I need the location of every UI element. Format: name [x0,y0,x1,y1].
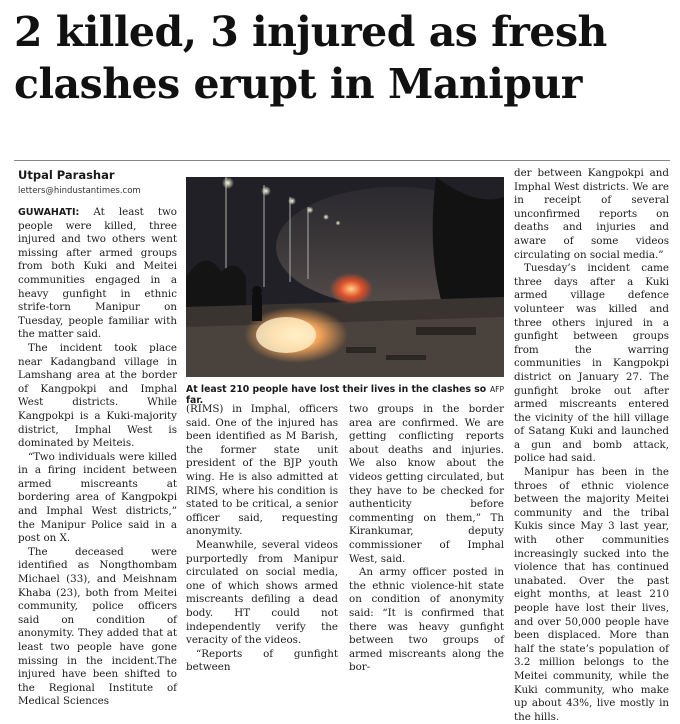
paragraph-text: At least two people were killed, three injured and two others went missing after armed groups from both Kuki and Meitei communities engaged in a heavy gunfight in ethnic strife-torn Manipur on Tuesday, people familiar with the matter said. [18,206,177,341]
paragraph: The incident took place near Kadangband village in Lamshang area at the border of Kangpokpi and Imphal West districts. While Kangpokpi is a Kuki-majority district, Imphal West is dominated by Meiteis. [18,341,177,450]
headline-line-1: 2 killed, 3 injured as fresh [14,8,607,56]
dateline: GUWAHATI: [18,207,80,218]
paragraph: two groups in the border area are confirmed. We are getting conflicting reports about deaths and injuries. We also know about the videos getting circulated, but they have to be checked for authenticity before commenting on them,” Th Kirankumar, deputy commissioner of Imphal West, said. [349,403,504,565]
paragraph [18,206,177,342]
photo-credit: AFP [490,385,504,394]
caption-text: At least 210 people have lost their lives in the clashes so far. [186,384,487,406]
paragraph: Tuesday’s incident came three days after a Kuki armed village defence volunteer was killed and three others injured in a gunfight between groups from the warring communities in Kangpokpi district on January 27. The gunfight broke out after armed miscreants entered the vicinity of the hill village of Satang Kuki and launched a gun and bomb attack, police had said. [514,262,669,465]
paragraph: (RIMS) in Imphal, officers said. One of the injured has been identified as M Barish, the former state unit president of the BJP youth wing. He is also admitted at RIMS, where his condition is stated to be critical, a senior officer said, requesting anonymity. [186,403,338,538]
paragraph: “Reports of gunfight between [186,647,338,674]
byline-email: letters@hindustantimes.com [18,186,141,196]
article-column-3 [349,403,504,675]
divider [14,160,670,161]
paragraph: Manipur has been in the throes of ethnic violence between the majority Meitei community and the tribal Kukis since May 3 last year, with other communities increasingly sucked into the violence that has continued unabated. Over the past eight months, at least 210 people have lost their lives, and over 50,000 people have been displaced. More than half the state’s population of 3.2 million belongs to the Meitei community, while the Kuki community, who make up about 43%, live mostly in the hills. [514,466,669,723]
headline-line-2: clashes erupt in Manipur [14,60,582,108]
paragraph: “Two individuals were killed in a firing incident between armed miscreants at bordering area of Kangpokpi and Imphal West districts,” the Manipur Police said in a post on X. [18,450,177,545]
news-photo [186,177,504,377]
paragraph: der between Kangpokpi and Imphal West districts. We are in receipt of several unconfirmed reports on deaths and injuries and aware of some videos circulating on social media.” [514,167,669,261]
headline [14,6,670,110]
byline-author: Utpal Parashar [18,168,115,182]
paragraph: The deceased were identified as Nongthombam Michael (33), and Meishnam Khaba (23), both from Meitei community, police officers said on condition of anonymity. They added that at least two people have gone missing in the incident.The injured have been shifted to the Regional Institute of Medical Sciences [18,545,177,708]
paragraph: An army officer posted in the ethnic violence-hit state on condition of anonymity said: “It is confirmed that there was heavy gunfight between two groups of armed miscreants along the bor- [349,566,504,674]
article-column-2 [186,403,338,675]
article-column-1 [18,206,177,709]
article-column-4 [514,167,669,724]
paragraph: Meanwhile, several videos purportedly from Manipur circulated on social media, one of which shows armed miscreants defiling a dead body. HT could not independently verify the veracity of the videos. [186,538,338,647]
